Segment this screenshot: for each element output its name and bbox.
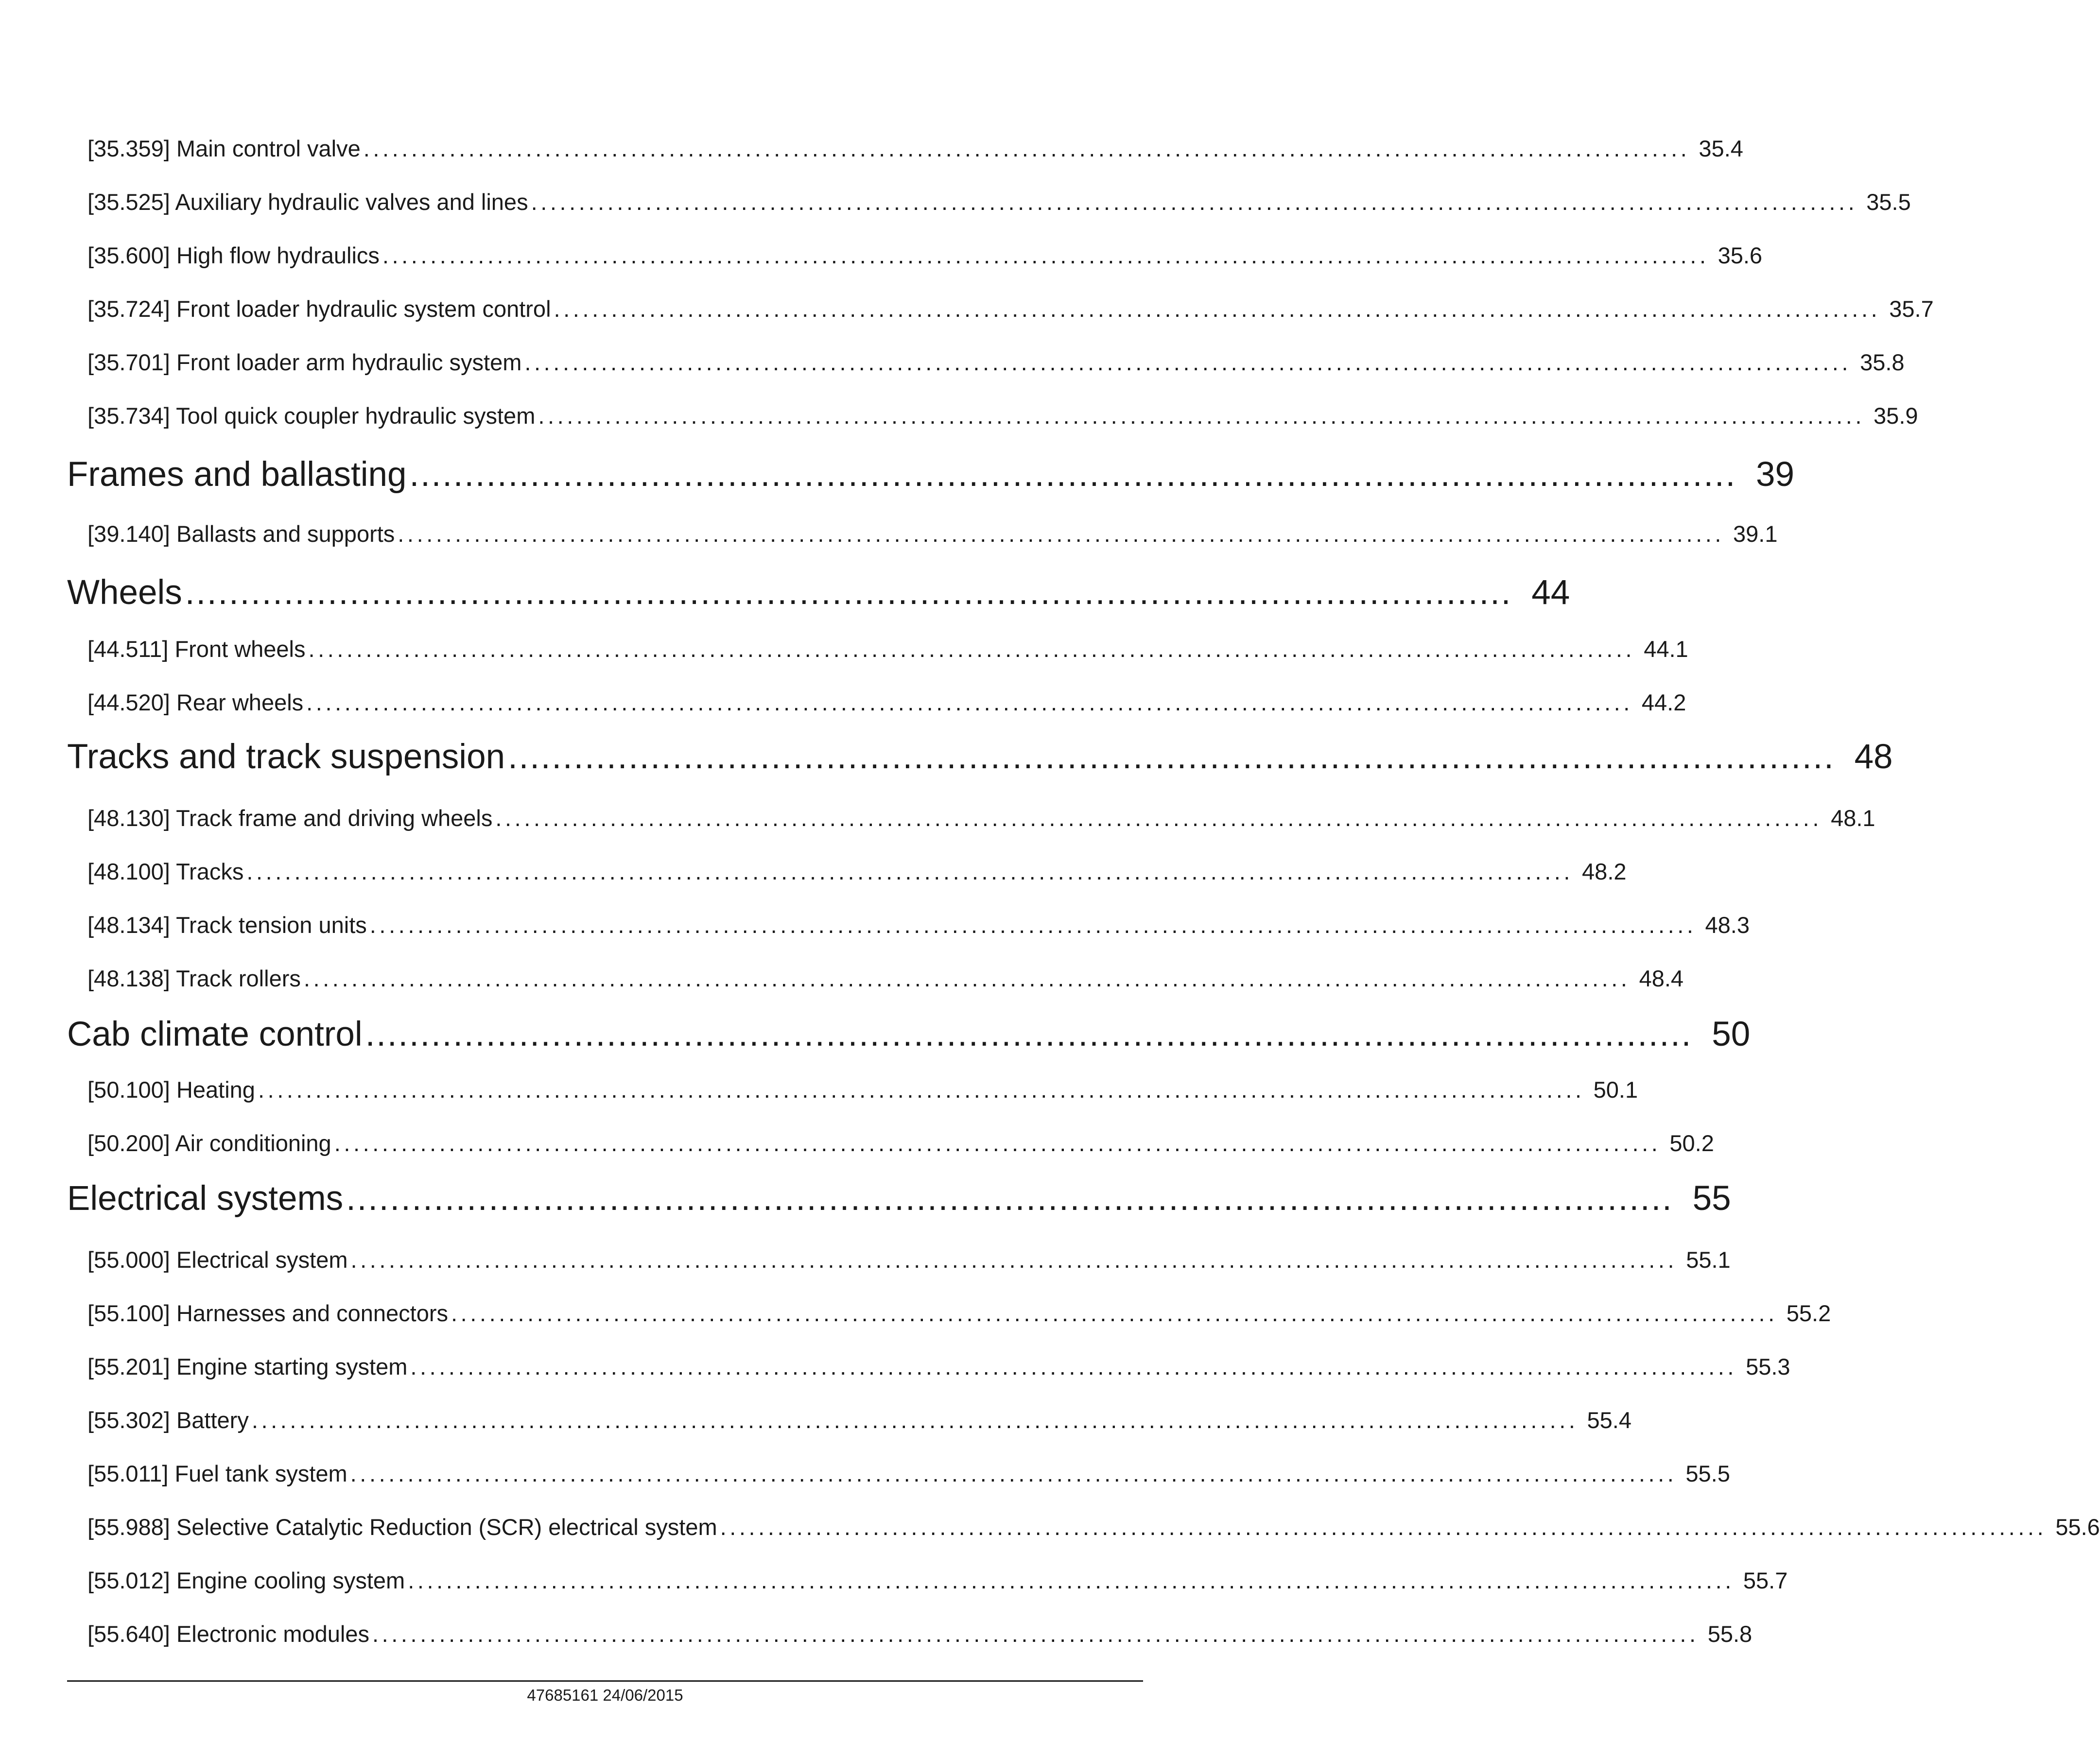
toc-entry-title: [48.130] Track frame and driving wheels (87, 805, 493, 831)
toc-section[interactable] (67, 1179, 1731, 1218)
toc-entry-page: 39.1 (1733, 521, 1778, 547)
toc-entry-page: 55.7 (1743, 1568, 1788, 1593)
footer-rule (67, 1680, 1143, 1682)
toc-entry-page: 55.2 (1786, 1300, 1831, 1326)
dot-leader: ........................................................................................................................................... (308, 636, 1635, 662)
toc-section-title: Electrical systems (67, 1179, 344, 1218)
toc-entry-title: [44.511] Front wheels (87, 636, 306, 662)
toc-entry-page: 55.4 (1587, 1407, 1632, 1433)
toc-entry-page: 48.1 (1831, 805, 1875, 831)
dot-leader: ......................................................................................................................... (346, 1179, 1673, 1218)
toc-entry[interactable] (87, 965, 1684, 992)
toc-section-title: Frames and ballasting (67, 455, 407, 494)
toc-entry-title: [55.302] Battery (87, 1407, 249, 1433)
toc-entry[interactable] (87, 1514, 2100, 1540)
dot-leader: ........................................................................................................................................... (251, 1407, 1579, 1433)
toc-section-page: 48 (1854, 738, 1893, 776)
toc-entry[interactable] (87, 242, 1763, 269)
toc-entry[interactable] (87, 1300, 1831, 1327)
dot-leader: ........................................................................................................................................... (363, 136, 1690, 161)
toc-section-title: Tracks and track suspension (67, 738, 505, 776)
toc-entry-title: [35.701] Front loader arm hydraulic system (87, 349, 522, 375)
toc-entry[interactable] (87, 1460, 1730, 1487)
toc-entry[interactable] (87, 520, 1778, 547)
toc-entry[interactable] (87, 189, 1911, 215)
dot-leader: ........................................................................................................................................... (258, 1077, 1585, 1103)
toc-entry-page: 35.8 (1860, 349, 1905, 375)
toc-section[interactable] (67, 737, 1893, 776)
dot-leader: ........................................................................................................................................... (538, 403, 1865, 429)
toc-entry-page: 55.5 (1685, 1461, 1730, 1486)
toc-entry-title: [35.724] Front loader hydraulic system control (87, 296, 551, 322)
toc-entry-page: 50.2 (1669, 1130, 1714, 1156)
toc-section-title: Wheels (67, 573, 182, 612)
toc-entry[interactable] (87, 1353, 1790, 1380)
toc-entry-page: 48.3 (1705, 912, 1750, 938)
toc-entry-page: 44.1 (1644, 636, 1688, 662)
toc-entry[interactable] (87, 805, 1875, 831)
dot-leader: ........................................................................................................................................... (306, 690, 1633, 715)
toc-entry-title: [35.600] High flow hydraulics (87, 242, 380, 268)
toc-section-page: 44 (1531, 573, 1570, 612)
toc-entry-page: 55.1 (1686, 1247, 1731, 1273)
toc-entry[interactable] (87, 295, 1934, 322)
toc-entry-title: [55.640] Electronic modules (87, 1621, 369, 1647)
dot-leader: ........................................................................................................................................... (372, 1621, 1699, 1647)
toc-entry[interactable] (87, 1130, 1714, 1156)
dot-leader: ........................................................................................................................................... (495, 805, 1822, 831)
toc-entry-title: [55.012] Engine cooling system (87, 1568, 405, 1593)
toc-section-title: Cab climate control (67, 1015, 363, 1053)
toc-entry[interactable] (87, 135, 1743, 162)
dot-leader: ......................................................................................................................... (508, 738, 1835, 776)
footer-doc-id: 47685161 24/06/2015 (527, 1686, 683, 1704)
dot-leader: ........................................................................................................................................... (350, 1461, 1677, 1486)
toc-entry-title: [55.000] Electrical system (87, 1247, 348, 1273)
dot-leader: ........................................................................................................................................... (334, 1130, 1661, 1156)
toc-entry-title: [55.988] Selective Catalytic Reduction (SCR) electrical system (87, 1514, 717, 1540)
dot-leader: ........................................................................................................................................... (408, 1568, 1735, 1593)
toc-entry-page: 35.9 (1874, 403, 1918, 429)
toc-entry[interactable] (87, 1621, 1753, 1647)
toc-entry-title: [48.134] Track tension units (87, 912, 367, 938)
toc-entry-page: 35.5 (1866, 189, 1911, 215)
toc-entry-page: 44.2 (1641, 690, 1686, 715)
toc-entry-title: [39.140] Ballasts and supports (87, 521, 395, 547)
toc-entry-title: [55.100] Harnesses and connectors (87, 1300, 449, 1326)
toc-section-page: 55 (1692, 1179, 1731, 1218)
toc-entry[interactable] (87, 636, 1688, 662)
toc-section-page: 39 (1756, 455, 1795, 494)
dot-leader: ........................................................................................................................................... (554, 296, 1881, 322)
toc-section[interactable] (67, 573, 1570, 612)
toc-entry-page: 35.7 (1889, 296, 1934, 322)
toc-entry-page: 50.1 (1593, 1077, 1638, 1103)
dot-leader: ........................................................................................................................................... (398, 521, 1724, 547)
toc-entry-title: [35.734] Tool quick coupler hydraulic system (87, 403, 536, 429)
toc-entry-page: 55.8 (1707, 1621, 1753, 1647)
toc-entry-page: 48.2 (1582, 859, 1627, 884)
toc-entry[interactable] (87, 1076, 1638, 1103)
toc-entry-page: 35.6 (1718, 242, 1763, 268)
toc-entry-page: 48.4 (1639, 966, 1684, 991)
toc-entry-title: [44.520] Rear wheels (87, 690, 304, 715)
toc-entry[interactable] (87, 858, 1627, 885)
dot-leader: ........................................................................................................................................... (369, 912, 1697, 938)
toc-entry[interactable] (87, 349, 1905, 376)
dot-leader: ........................................................................................................................................... (410, 1354, 1737, 1380)
dot-leader: ........................................................................................................................................... (524, 349, 1852, 375)
dot-leader: ........................................................................................................................................... (303, 966, 1631, 991)
toc-entry-title: [48.138] Track rollers (87, 966, 301, 991)
toc-entry[interactable] (87, 1567, 1788, 1594)
toc-entry-page: 55.3 (1746, 1354, 1790, 1380)
toc-entry[interactable] (87, 912, 1750, 938)
toc-section[interactable] (67, 455, 1795, 494)
dot-leader: ........................................................................................................................................... (720, 1514, 2047, 1540)
toc-entry-title: [35.525] Auxiliary hydraulic valves and lines (87, 189, 528, 215)
dot-leader: ......................................................................................................................... (409, 455, 1737, 494)
toc-entry-page: 55.6 (2055, 1514, 2100, 1540)
toc-section-page: 50 (1712, 1015, 1751, 1053)
toc-entry-title: [55.011] Fuel tank system (87, 1461, 347, 1486)
dot-leader: ......................................................................................................................... (185, 573, 1512, 612)
toc-entry-title: [50.100] Heating (87, 1077, 255, 1103)
toc-entry-title: [50.200] Air conditioning (87, 1130, 331, 1156)
toc-entry[interactable] (87, 689, 1686, 716)
toc-entry[interactable] (87, 1246, 1731, 1273)
toc-entry[interactable] (87, 402, 1918, 429)
toc-entry-title: [35.359] Main control valve (87, 136, 361, 161)
dot-leader: ......................................................................................................................... (365, 1015, 1693, 1053)
toc-section[interactable] (67, 1015, 1751, 1054)
dot-leader: ........................................................................................................................................... (451, 1300, 1778, 1326)
dot-leader: ........................................................................................................................................... (350, 1247, 1678, 1273)
toc-entry[interactable] (87, 1407, 1632, 1433)
dot-leader: ........................................................................................................................................... (531, 189, 1858, 215)
toc-entry-title: [48.100] Tracks (87, 859, 244, 884)
toc-entry-page: 35.4 (1699, 136, 1743, 161)
dot-leader: ........................................................................................................................................... (246, 859, 1574, 884)
toc-entry-title: [55.201] Engine starting system (87, 1354, 408, 1380)
dot-leader: ........................................................................................................................................... (382, 242, 1709, 268)
